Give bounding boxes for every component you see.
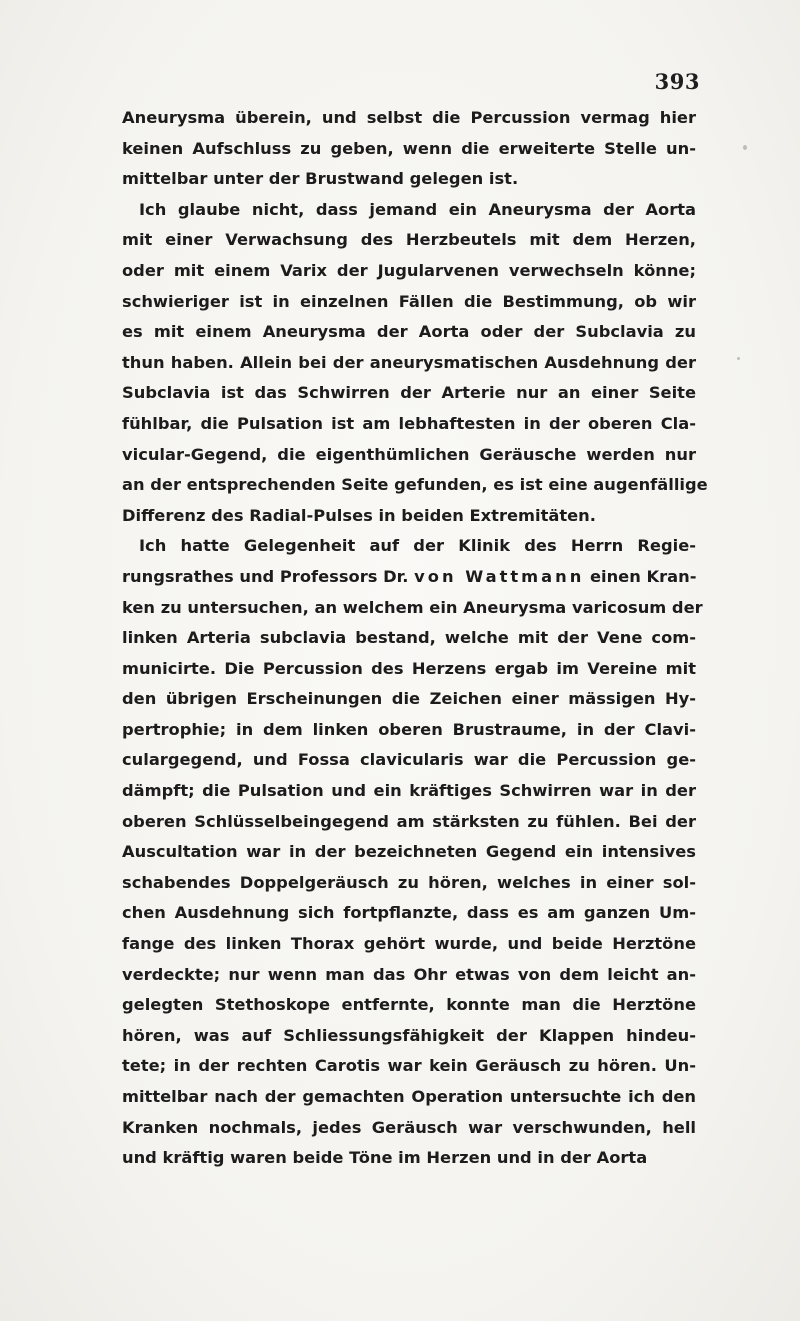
- text-line: und kräftig waren beide Töne im Herzen und in der Aorta: [122, 1148, 648, 1168]
- text-line: gelegten Stethoskope entfernte, konnte man die Herztöne: [122, 995, 696, 1015]
- text-line: schabendes Doppelgeräusch zu hören, welches in einer sol-: [122, 872, 696, 892]
- text-line: dämpft; die Pulsation und ein kräftiges Schwirren war in der: [122, 781, 696, 801]
- text-line: oberen Schlüsselbeingegend am stärksten zu fühlen. Bei der: [122, 811, 696, 831]
- text-line: es mit einem Aneurysma der Aorta oder der Subclavia zu: [122, 322, 696, 342]
- text-line: mittelbar nach der gemachten Operation untersuchte ich den: [122, 1087, 696, 1106]
- text-line: Auscultation war in der bezeichneten Gegend ein intensives: [122, 842, 696, 862]
- text-line: fühlbar, die Pulsation ist am lebhaftesten in der oberen Cla-: [122, 413, 696, 433]
- text-line: tete; in der rechten Carotis war kein Geräusch zu hören. Un-: [122, 1056, 696, 1076]
- text-line: pertrophie; in dem linken oberen Brustraume, in der Clavi-: [122, 719, 696, 739]
- text-line: Ich hatte Gelegenheit auf der Klinik des Herrn Regie-: [139, 536, 696, 556]
- text-line: thun haben. Allein bei der aneurysmatischen Ausdehnung der: [122, 352, 696, 372]
- text-line: mit einer Verwachsung des Herzbeutels mit dem Herzen,: [122, 230, 696, 250]
- person-name: von Wattmann: [414, 566, 585, 586]
- text-line: vicular-Gegend, die eigenthümlichen Geräusche werden nur: [122, 444, 696, 464]
- text-line: Ich glaube nicht, dass jemand ein Aneurysma der Aorta: [139, 199, 696, 219]
- text-line: verdeckte; nur wenn man das Ohr etwas von dem leicht an-: [122, 964, 696, 984]
- text-fragment: rungsrathes und Professors Dr.: [122, 566, 409, 586]
- text-line: chen Ausdehnung sich fortpflanzte, dass es am ganzen Um-: [122, 903, 696, 923]
- text-fragment: einen Kran-: [589, 566, 697, 586]
- paper-speck: [743, 145, 747, 150]
- text-line: mittelbar unter der Brustwand gelegen ist.: [122, 169, 519, 189]
- body-text: [122, 103, 708, 1174]
- paper-speck: [737, 357, 740, 360]
- text-line: schwieriger ist in einzelnen Fällen die Bestimmung, ob wir: [122, 291, 696, 311]
- page-number: 393: [654, 69, 700, 94]
- text-line: Subclavia ist das Schwirren der Arterie nur an einer Seite: [122, 383, 696, 403]
- text-line: Kranken nochmals, jedes Geräusch war verschwunden, hell: [122, 1117, 696, 1137]
- text-line: ken zu untersuchen, an welchem ein Aneurysma varicosum der: [122, 597, 703, 617]
- text-line-with-name: [122, 562, 696, 593]
- text-line: an der entsprechenden Seite gefunden, es ist eine augenfällige: [122, 475, 708, 495]
- text-line: municirte. Die Percussion des Herzens ergab im Vereine mit: [122, 658, 696, 678]
- text-line: hören, was auf Schliessungsfähigkeit der Klappen hindeu-: [122, 1025, 696, 1045]
- text-line: fange des linken Thorax gehört wurde, und beide Herztöne: [122, 934, 696, 954]
- text-line: oder mit einem Varix der Jugularvenen verwechseln könne;: [122, 260, 696, 280]
- text-line: Aneurysma überein, und selbst die Percussion vermag hier: [122, 108, 696, 127]
- text-line: linken Arteria subclavia bestand, welche mit der Vene com-: [122, 628, 696, 648]
- text-line: keinen Aufschluss zu geben, wenn die erweiterte Stelle un-: [122, 138, 696, 158]
- text-line: den übrigen Erscheinungen die Zeichen einer mässigen Hy-: [122, 689, 696, 709]
- text-line: culargegend, und Fossa clavicularis war die Percussion ge-: [122, 750, 696, 770]
- text-line: Differenz des Radial-Pulses in beiden Extremitäten.: [122, 505, 596, 525]
